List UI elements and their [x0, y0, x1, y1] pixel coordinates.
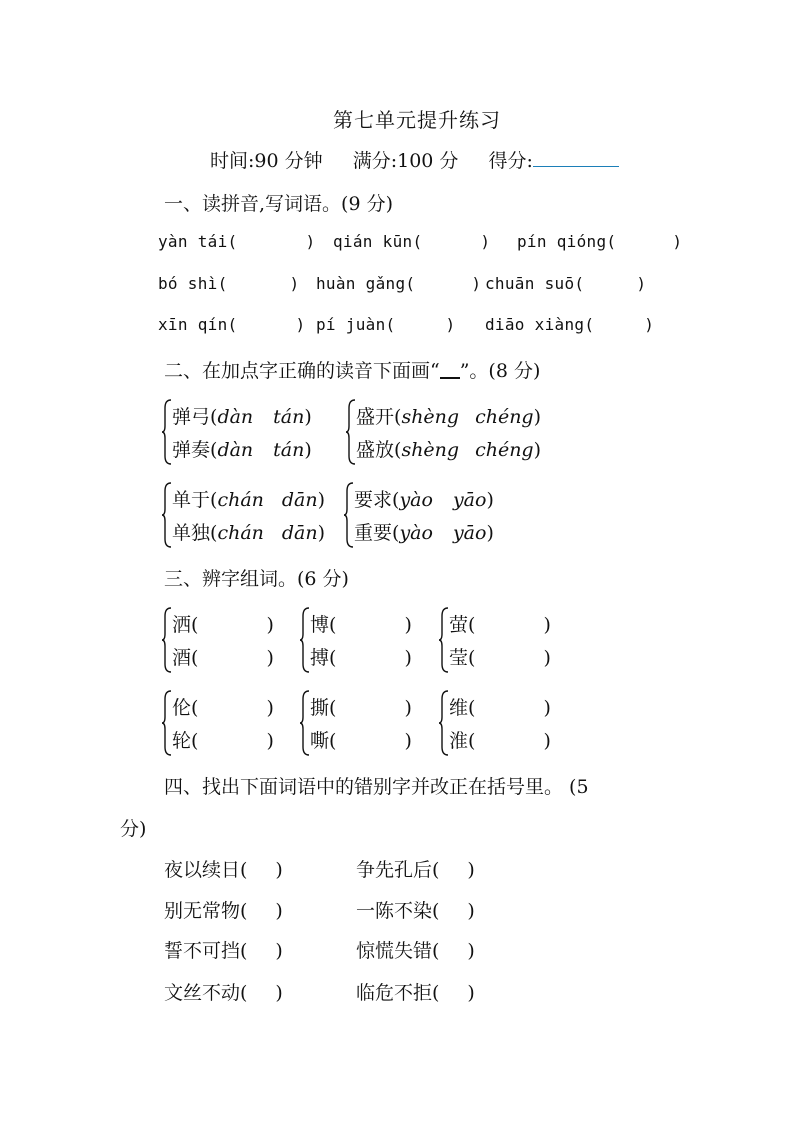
pronunciation-group	[344, 481, 544, 551]
reading-option[interactable]: dān	[281, 522, 318, 544]
idiom-item: 誓不可挡( )	[164, 940, 283, 962]
char-row: 轮( )	[172, 730, 274, 752]
char-row: 淮( )	[449, 730, 551, 752]
pronunciation-row: 弹弓(dàn tán)	[172, 406, 312, 428]
pinyin-item: huàn gǎng( )	[316, 274, 482, 293]
pinyin-item: pí juàn( )	[316, 315, 456, 334]
brace-icon	[300, 606, 310, 674]
char-group	[162, 606, 292, 676]
char-row: 萤( )	[449, 614, 551, 636]
char-group	[300, 689, 430, 759]
char-group	[300, 606, 430, 676]
underline-mark-icon	[440, 357, 460, 379]
reading-option[interactable]: yào	[399, 489, 433, 511]
pronunciation-row: 重要(yào yāo)	[354, 522, 494, 544]
brace-icon	[162, 481, 172, 549]
char-group	[439, 606, 569, 676]
char-row: 嘶( )	[310, 730, 412, 752]
reading-option[interactable]: dàn	[217, 406, 254, 428]
pronunciation-group	[346, 398, 566, 468]
score-label: 得分:	[488, 150, 533, 172]
pinyin-item: xīn qín( )	[158, 315, 306, 334]
score-blank[interactable]	[533, 146, 619, 167]
idiom-item: 临危不拒( )	[356, 982, 475, 1004]
char-row: 莹( )	[449, 647, 551, 669]
reading-option[interactable]: chán	[217, 489, 264, 511]
char-row: 维( )	[449, 697, 551, 719]
char-row: 搏( )	[310, 647, 412, 669]
char-group	[162, 689, 292, 759]
pronunciation-row: 盛开(shèng chéng)	[356, 406, 542, 428]
reading-option[interactable]: tán	[273, 406, 305, 428]
char-row: 撕( )	[310, 697, 412, 719]
info-line	[210, 146, 619, 173]
idiom-item: 争先孔后( )	[356, 859, 475, 881]
pronunciation-row: 弹奏(dàn tán)	[172, 439, 312, 461]
pronunciation-row: 单独(chán dān)	[172, 522, 326, 544]
brace-icon	[162, 398, 172, 466]
reading-option[interactable]: dàn	[217, 439, 254, 461]
brace-icon	[162, 689, 172, 757]
reading-option[interactable]: yào	[399, 522, 433, 544]
section-3-heading: 三、辨字组词。(6 分)	[164, 568, 349, 590]
reading-option[interactable]: chán	[217, 522, 264, 544]
char-row: 伦( )	[172, 697, 274, 719]
reading-option[interactable]: chéng	[475, 439, 534, 461]
char-row: 洒( )	[172, 614, 274, 636]
full-score-label: 满分:100 分	[352, 150, 459, 172]
reading-option[interactable]: tán	[273, 439, 305, 461]
reading-option[interactable]: chéng	[475, 406, 534, 428]
pronunciation-row: 单于(chán dān)	[172, 489, 326, 511]
pinyin-item: yàn tái( )	[158, 232, 316, 251]
reading-option[interactable]: dān	[281, 489, 318, 511]
time-label: 时间:90 分钟	[210, 150, 323, 172]
char-row: 酒( )	[172, 647, 274, 669]
brace-icon	[346, 398, 356, 466]
reading-option[interactable]: yāo	[452, 489, 487, 511]
brace-icon	[162, 606, 172, 674]
brace-icon	[439, 606, 449, 674]
idiom-item: 一陈不染( )	[356, 900, 475, 922]
pronunciation-group	[162, 398, 342, 468]
brace-icon	[439, 689, 449, 757]
section-4-heading-cont: 分)	[120, 818, 147, 840]
idiom-item: 文丝不动( )	[164, 982, 283, 1004]
brace-icon	[300, 689, 310, 757]
pinyin-item: diāo xiàng( )	[485, 315, 655, 334]
pinyin-item: qián kūn( )	[333, 232, 491, 251]
idiom-item: 夜以续日( )	[164, 859, 283, 881]
section-4-heading: 四、找出下面词语中的错别字并改正在括号里。 (5	[164, 776, 589, 798]
page-title: 第七单元提升练习	[333, 108, 501, 132]
pronunciation-group	[162, 481, 342, 551]
pinyin-item: chuān suō( )	[485, 274, 647, 293]
pinyin-item: bó shì( )	[158, 274, 300, 293]
pinyin-item: pín qióng( )	[517, 232, 683, 251]
char-group	[439, 689, 569, 759]
reading-option[interactable]: yāo	[452, 522, 487, 544]
reading-option[interactable]: shèng	[401, 439, 460, 461]
brace-icon	[344, 481, 354, 549]
pronunciation-row: 盛放(shèng chéng)	[356, 439, 542, 461]
section-1-heading: 一、读拼音,写词语。(9 分)	[164, 193, 393, 215]
idiom-item: 别无常物( )	[164, 900, 283, 922]
pronunciation-row: 要求(yào yāo)	[354, 489, 494, 511]
reading-option[interactable]: shèng	[401, 406, 460, 428]
section-2-heading: 二、在加点字正确的读音下面画“ ”。(8 分)	[164, 356, 540, 383]
char-row: 博( )	[310, 614, 412, 636]
idiom-item: 惊慌失错( )	[356, 940, 475, 962]
